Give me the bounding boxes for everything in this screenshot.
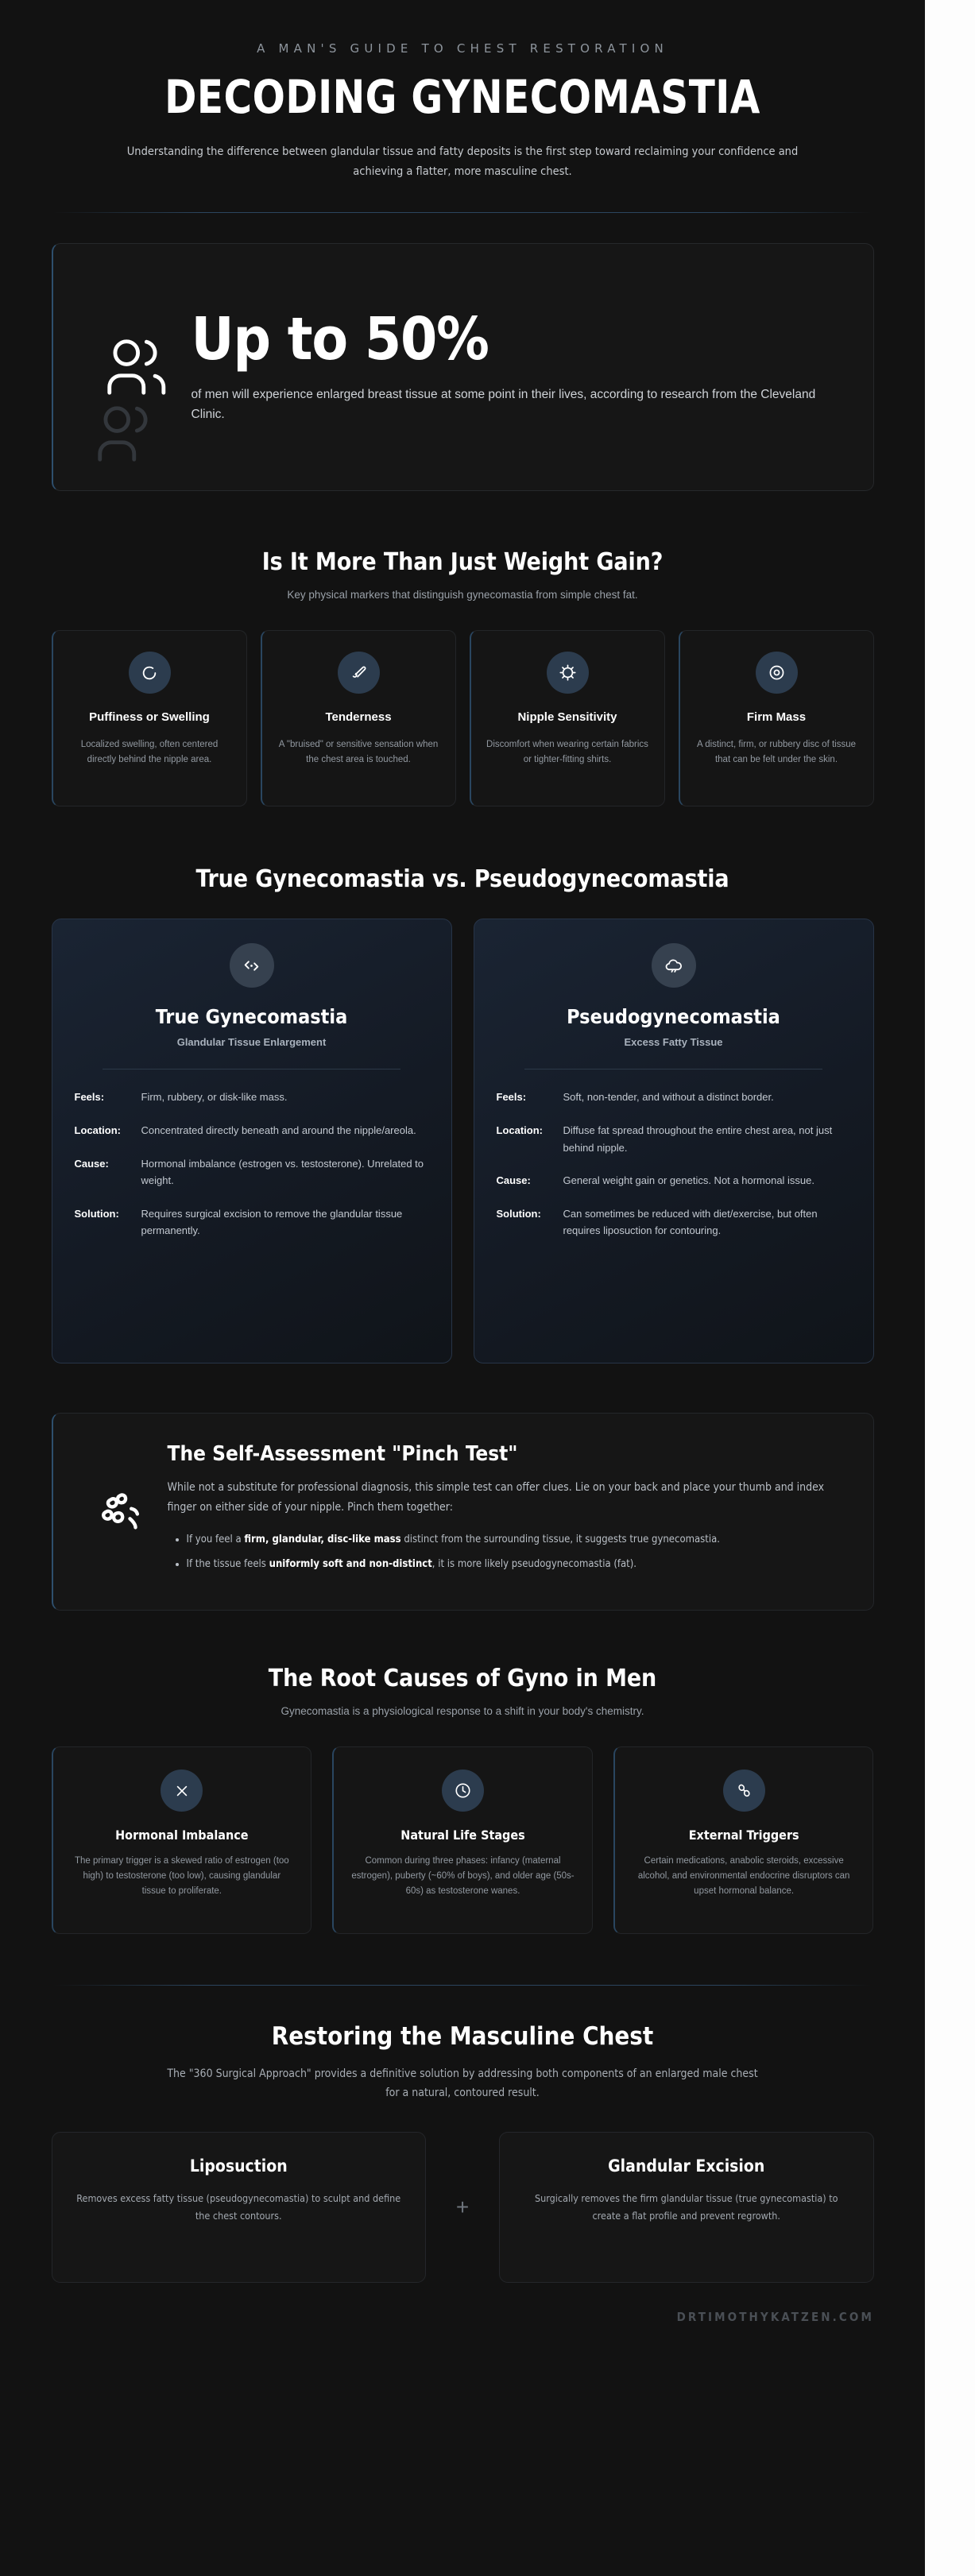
stat-number: Up to 50% (191, 304, 489, 373)
touch-sensitive-icon (338, 652, 380, 694)
causes-section (0, 1611, 925, 1935)
solution-card-glandular-excision (499, 2132, 874, 2283)
solution-card-desc: Surgically removes the firm glandular tissue (true gynecomastia) to create a flat profile and prevent regrowth. (534, 2191, 838, 2222)
stat-body (191, 304, 838, 424)
symptom-card-nipple-sensitivity (470, 630, 665, 806)
solution-card-title: Liposuction (189, 2156, 288, 2176)
comparison-row-value: Firm, rubbery, or disk-like mass. (141, 1091, 288, 1104)
pinch-fingers-icon (80, 1442, 163, 1541)
nipple-sensitivity-icon (547, 652, 589, 694)
symptom-desc: Discomfort when wearing certain fabrics or tighter-fitting shirts. (486, 740, 648, 764)
comparison-row-value: Hormonal imbalance (estrogen vs. testosterone). Unrelated to weight. (141, 1157, 424, 1187)
comparison-row-key: Location: (496, 1124, 543, 1136)
symptoms-header (0, 548, 925, 604)
pinch-test-bullet (187, 1531, 840, 1549)
pinch-test-section (0, 1363, 925, 1610)
header-section (0, 0, 925, 213)
symptom-card-firm-mass (679, 630, 874, 806)
bullet-text-before: If the tissue feels (186, 1558, 269, 1571)
comparison-card-title: Pseudogynecomastia (567, 1005, 780, 1029)
bullet-text-after: distinct from the surrounding tissue, it suggests true gynecomastia. (400, 1533, 720, 1545)
comparison-row-value: General weight gain or genetics. Not a hormonal issue. (563, 1174, 815, 1187)
external-triggers-molecule-icon (723, 1770, 765, 1812)
users-icon-ghost (91, 400, 160, 468)
comparison-row (497, 1089, 851, 1106)
symptoms-title: Is It More Than Just Weight Gain? (261, 547, 664, 576)
stat-text: of men will experience enlarged breast tissue at some point in their lives, according to research from the Cleveland Clinic. (191, 387, 816, 421)
cause-desc: The primary trigger is a skewed ratio of estrogen (too high) to testosterone (too low), causing glandular tissue to proliferate. (74, 1856, 289, 1897)
solution-card-title: Glandular Excision (608, 2156, 765, 2176)
plus-separator-icon: + (455, 2194, 470, 2219)
comparison-row-key: Feels: (496, 1091, 527, 1104)
comparison-row-key: Feels: (74, 1091, 105, 1104)
swelling-circle-icon (129, 652, 171, 694)
causes-subtitle: Gynecomastia is a physiological response to a shift in your body's chemistry. (281, 1704, 644, 1717)
symptoms-grid (52, 630, 874, 806)
bullet-text-bold: uniformly soft and non-distinct (269, 1558, 432, 1571)
symptom-title: Firm Mass (746, 710, 807, 725)
pinch-test-bullet (187, 1556, 840, 1573)
comparison-row-key: Cause: (74, 1157, 109, 1170)
users-icon (88, 333, 182, 401)
footer-brand[interactable]: DRTIMOTHYKATZEN.COM (676, 2309, 874, 2324)
symptom-card-puffiness (52, 630, 247, 806)
fatty-tissue-cloud-icon (652, 943, 696, 988)
causes-title: The Root Causes of Gyno in Men (268, 1664, 657, 1692)
pinch-test-body (163, 1442, 840, 1580)
symptom-desc: A "bruised" or sensitive sensation when the chest area is touched. (278, 740, 439, 764)
footer-section (0, 2283, 925, 2356)
symptom-title: Nipple Sensitivity (517, 710, 617, 725)
bullet-text-before: If you feel a (186, 1533, 245, 1545)
comparison-row-value: Soft, non-tender, and without a distinct border. (563, 1091, 774, 1104)
bullet-text-after: , it is more likely pseudogynecomastia (fat). (431, 1558, 637, 1571)
header-subtitle: Understanding the difference between glandular tissue and fatty deposits is the first step toward reclaiming your confidence and achieving a flatter, more masculine chest. (126, 145, 799, 178)
firm-mass-target-icon (756, 652, 798, 694)
comparison-row-value: Can sometimes be reduced with diet/exercise, but often requires liposuction for contouring. (563, 1207, 818, 1237)
symptom-card-tenderness (261, 630, 456, 806)
solution-grid (52, 2132, 874, 2283)
header-eyebrow: A MAN'S GUIDE TO CHEST RESTORATION (257, 41, 668, 56)
bullet-text-bold: firm, glandular, disc-like mass (244, 1533, 401, 1545)
symptom-desc: A distinct, firm, or rubbery disc of tissue that can be felt under the skin. (696, 740, 857, 764)
symptom-title: Puffiness or Swelling (89, 710, 210, 725)
hormone-imbalance-x-icon (161, 1770, 203, 1812)
comparison-card-title: True Gynecomastia (155, 1005, 348, 1029)
cause-title: Hormonal Imbalance (115, 1828, 249, 1843)
comparison-row (75, 1205, 429, 1240)
cause-card-natural-life-stages (332, 1746, 593, 1934)
page-right-gutter (925, 0, 975, 2576)
page-title: DECODING GYNECOMASTIA (164, 70, 760, 124)
causes-header (0, 1665, 925, 1720)
causes-grid (52, 1746, 874, 1934)
clock-icon (442, 1770, 484, 1812)
stat-banner-section (0, 213, 925, 491)
stat-card (52, 243, 874, 491)
solution-subtitle: The "360 Surgical Approach" provides a definitive solution by addressing both components of an enlarged male chest for a natural, contoured result. (167, 2067, 758, 2100)
symptoms-section (0, 491, 925, 807)
symptoms-subtitle: Key physical markers that distinguish gynecomastia from simple chest fat. (287, 588, 638, 601)
comparison-row-key: Cause: (496, 1174, 531, 1187)
comparison-row (75, 1155, 429, 1189)
comparison-row (75, 1089, 429, 1106)
comparison-row-value: Requires surgical excision to remove the glandular tissue permanently. (141, 1207, 403, 1237)
pinch-test-title: The Self-Assessment "Pinch Test" (167, 1442, 518, 1467)
comparison-grid (52, 919, 874, 1363)
glandular-tissue-icon (230, 943, 274, 988)
comparison-title: True Gynecomastia vs. Pseudogynecomastia (195, 865, 729, 894)
comparison-card-subtitle: Glandular Tissue Enlargement (176, 1036, 327, 1049)
comparison-section (0, 806, 925, 1363)
comparison-card-subtitle: Excess Fatty Tissue (624, 1036, 723, 1049)
comparison-card-pseudogynecomastia (474, 919, 874, 1363)
cause-title: Natural Life Stages (400, 1828, 525, 1843)
pinch-test-desc: While not a substitute for professional diagnosis, this simple test can offer clues. Lie on your back and place your thumb and index finger on either side of your nipple. Pinch them together: (167, 1481, 825, 1514)
comparison-row-key: Location: (74, 1124, 121, 1136)
cause-desc: Common during three phases: infancy (maternal estrogen), puberty (~60% of boys), and older age (50s-60s) as testosterone wanes. (351, 1856, 575, 1897)
comparison-row (75, 1122, 429, 1139)
comparison-card-true-gynecomastia (52, 919, 452, 1363)
pinch-test-bullets (168, 1531, 840, 1574)
solution-card-desc: Removes excess fatty tissue (pseudogynecomastia) to sculpt and define the chest contours. (76, 2191, 401, 2222)
comparison-header (0, 865, 925, 893)
cause-card-hormonal-imbalance (52, 1746, 312, 1934)
solution-card-liposuction (52, 2132, 427, 2283)
solution-title: Restoring the Masculine Chest (271, 2022, 654, 2052)
comparison-row-value: Diffuse fat spread throughout the entire chest area, not just behind nipple. (563, 1124, 833, 1154)
comparison-row-key: Solution: (496, 1207, 541, 1220)
cause-card-external-triggers (613, 1746, 874, 1934)
solution-section (0, 1986, 925, 2283)
comparison-row-key: Solution: (74, 1207, 119, 1220)
comparison-row (497, 1122, 851, 1156)
comparison-row-value: Concentrated directly beneath and around the nipple/areola. (141, 1124, 416, 1136)
symptom-desc: Localized swelling, often centered directly behind the nipple area. (80, 740, 219, 764)
symptom-title: Tenderness (325, 710, 392, 725)
pinch-test-card (52, 1413, 874, 1610)
comparison-row (497, 1205, 851, 1240)
comparison-row (497, 1172, 851, 1189)
cause-desc: Certain medications, anabolic steroids, excessive alcohol, and environmental endocrine disruptors can upset hormonal balance. (637, 1856, 850, 1897)
cause-title: External Triggers (688, 1828, 799, 1843)
